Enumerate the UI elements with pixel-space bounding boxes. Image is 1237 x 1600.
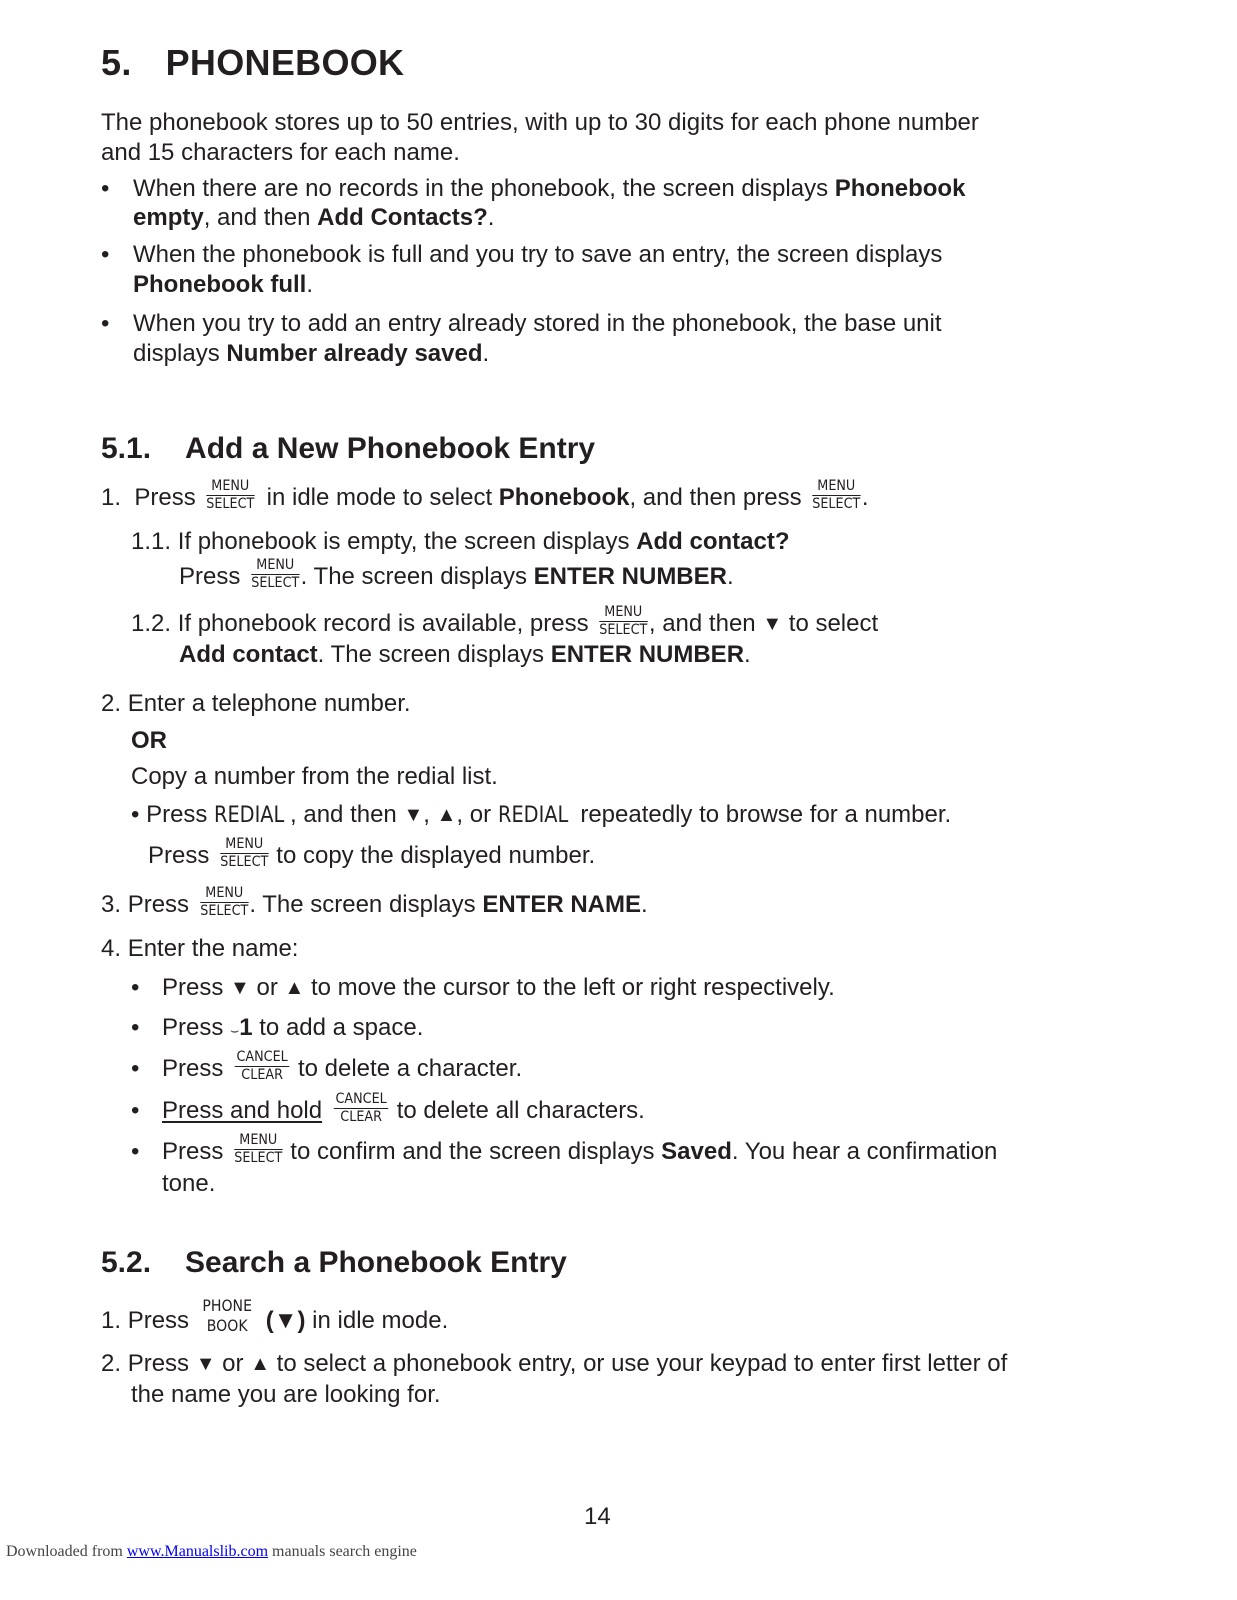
bullet-dot: • [131, 974, 140, 1001]
up-arrow-icon: ▲ [436, 804, 457, 826]
step-1-1-line-1: 1.1. If phonebook is empty, the screen displays Add contact? [131, 528, 790, 555]
step-4-item-4: Press and hold CANCEL CLEAR to delete all characters. [162, 1091, 645, 1126]
search-step-2-line-2: the name you are looking for. [131, 1381, 441, 1408]
step-1-2-line-2: Add contact. The screen displays ENTER NUMBER. [179, 641, 751, 668]
section-heading [101, 42, 404, 84]
menu-select-key-icon: MENU SELECT [206, 478, 255, 513]
bullet-3-line-2: displays Number already saved. [133, 340, 490, 367]
section-number: 5. [101, 42, 132, 83]
phone-book-key-icon: PHONE BOOK [202, 1296, 252, 1336]
step-2-bullet-line-1: • Press REDIAL , and then ▼, ▲, or REDIAL repeatedly to browse for a number. [131, 800, 951, 831]
manualslib-link[interactable]: www.Manualslib.com [126, 1543, 269, 1560]
step-4-item-3: Press CANCEL CLEAR to delete a character. [162, 1049, 523, 1084]
subsection-heading-5-1: 5.1. Add a New Phonebook Entry [101, 432, 596, 465]
bullet-dot: • [131, 1097, 140, 1124]
bullet-3-line-1: When you try to add an entry already stored in the phonebook, the base unit [133, 310, 942, 337]
section-title: PHONEBOOK [165, 42, 405, 83]
step-4-item-1: Press ▼ or ▲ to move the cursor to the left or right respectively. [162, 974, 835, 1001]
step-4: 4. Enter the name: [101, 935, 299, 962]
menu-select-key-icon: MENU SELECT [599, 604, 648, 639]
up-arrow-icon: ▲ [284, 977, 305, 999]
intro-line-1: The phonebook stores up to 50 entries, with up to 30 digits for each phone number [101, 109, 979, 136]
down-arrow-icon: ▼ [230, 977, 250, 999]
bullet-dot: • [131, 1014, 140, 1041]
subsection-heading-5-2: 5.2. Search a Phonebook Entry [101, 1246, 567, 1279]
bullet-1-line-1: When there are no records in the phonebook, the screen displays Phonebook [133, 175, 966, 202]
search-step-1: 1. Press PHONE BOOK (▼) in idle mode. [101, 1296, 449, 1336]
menu-select-key-icon: MENU SELECT [199, 885, 249, 920]
step-1-2-line-1: 1.2. If phonebook record is available, press MENU SELECT , and then ▼ to select [131, 604, 879, 639]
menu-select-key-icon: MENU SELECT [812, 478, 861, 513]
step-1: 1. Press MENU SELECT in idle mode to select Phonebook, and then press MENU SELECT . [101, 478, 869, 513]
step-2-or: OR [131, 727, 167, 754]
step-4-item-5-line-2: tone. [162, 1170, 216, 1197]
bullet-dot: • [131, 1055, 140, 1082]
bullet-dot: • [101, 310, 110, 337]
down-arrow-icon: ▼ [762, 613, 783, 635]
bullet-1-line-2: empty, and then Add Contacts?. [133, 204, 495, 231]
up-arrow-icon: ▲ [250, 1353, 270, 1375]
step-2-bullet-line-2: Press MENU SELECT to copy the displayed number. [148, 836, 596, 871]
redial-key-icon: REDIAL [214, 803, 285, 828]
step-3: 3. Press MENU SELECT . The screen displays ENTER NAME. [101, 885, 648, 920]
menu-select-key-icon: MENU SELECT [220, 836, 269, 871]
cancel-clear-key-icon: CANCEL CLEAR [236, 1049, 288, 1084]
step-1-1-line-2: Press MENU SELECT . The screen displays ENTER NUMBER. [179, 557, 734, 592]
menu-select-key-icon: MENU SELECT [251, 557, 300, 592]
bullet-dot: • [101, 175, 110, 202]
menu-select-key-icon: MENU SELECT [234, 1132, 283, 1167]
down-arrow-icon: ▼ [403, 804, 424, 826]
bullet-dot: • [131, 1138, 140, 1165]
bullet-dot: • [101, 241, 110, 268]
download-footer: Downloaded from www.Manualslib.com manuals search engine [6, 1543, 417, 1560]
step-2-copy: Copy a number from the redial list. [131, 763, 498, 790]
step-4-item-2: Press ⌣1 to add a space. [162, 1014, 424, 1041]
page-number: 14 [584, 1503, 611, 1530]
bullet-2-line-1: When the phonebook is full and you try to save an entry, the screen displays [133, 241, 943, 268]
cancel-clear-key-icon: CANCEL CLEAR [335, 1091, 387, 1126]
step-4-item-5-line-1: Press MENU SELECT to confirm and the screen displays Saved. You hear a confirmation [162, 1132, 998, 1167]
redial-key-icon: REDIAL [497, 803, 569, 828]
search-step-2-line-1: 2. Press ▼ or ▲ to select a phonebook entry, or use your keypad to enter first letter of [101, 1350, 1008, 1377]
intro-line-2: and 15 characters for each name. [101, 139, 460, 166]
bullet-2-line-2: Phonebook full. [133, 271, 313, 298]
space-key-icon: ⌣ [230, 1022, 240, 1038]
step-2: 2. Enter a telephone number. [101, 690, 411, 717]
down-arrow-icon: ▼ [195, 1353, 216, 1375]
